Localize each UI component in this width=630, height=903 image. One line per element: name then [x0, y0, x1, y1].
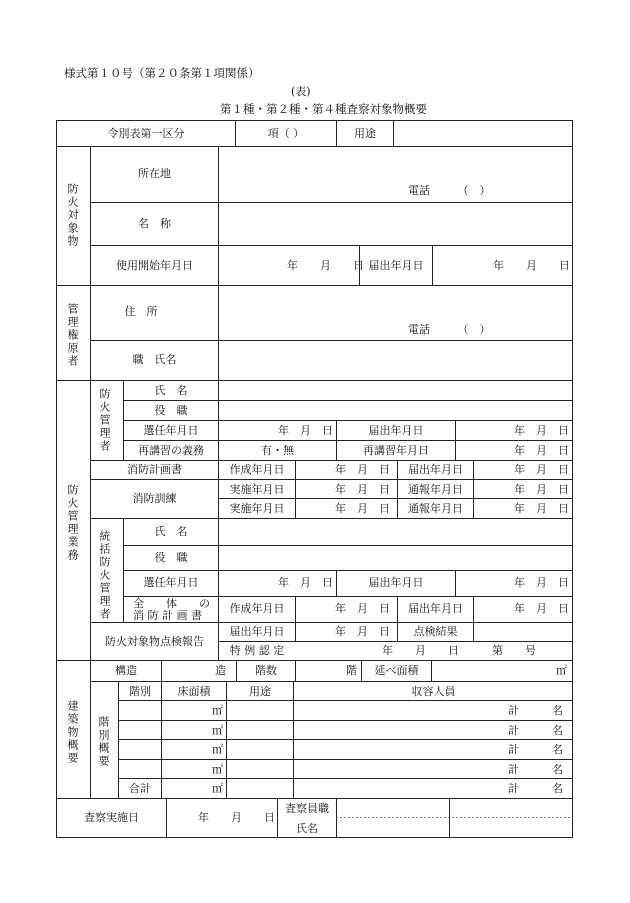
- drill-report-label-1: 通報年月日: [408, 483, 463, 496]
- drill-report-label-2: 通報年月日: [408, 502, 463, 515]
- floors-label: 階数: [255, 664, 277, 677]
- capacity-row4: 計 名: [508, 763, 563, 776]
- area-unit-row4: ㎡: [212, 763, 223, 776]
- manager-appoint-label: 選任年月日: [143, 424, 199, 437]
- gm-name-label: 氏 名: [154, 525, 188, 538]
- inspection-date-value: 年 月 日: [198, 811, 275, 824]
- floor-unit: 階: [346, 664, 357, 677]
- overall-plan-notify-label: 届出年月日: [408, 602, 463, 615]
- drill-exec-label-2: 実施年月日: [229, 502, 285, 515]
- owner-title-name-label: 職 氏名: [132, 353, 177, 366]
- fire-manager-label: 防火管理者: [98, 388, 111, 453]
- capacity-row3: 計 名: [508, 743, 563, 756]
- area-unit-row3: ㎡: [212, 743, 223, 756]
- manager-notify-value: 年 月 日: [514, 424, 569, 437]
- manager-name-label: 氏 名: [154, 384, 188, 397]
- drill-exec-label-1: 実施年月日: [229, 483, 285, 496]
- start-date-label: 使用開始年月日: [116, 259, 193, 272]
- drill-exec-value-1: 年 月 日: [335, 483, 390, 496]
- retrain-date-label: 再講習年月日: [363, 444, 429, 457]
- overall-plan-created-label: 作成年月日: [229, 602, 285, 615]
- floor-summary-label: 階別概要: [97, 716, 110, 768]
- building-section-label: 建築物概要: [66, 700, 79, 765]
- drill-report-value-2: 年 月 日: [514, 502, 569, 515]
- gm-appoint-value: 年 月 日: [278, 576, 333, 589]
- form-number: 様式第１０号（第２０条第１項関係）: [64, 66, 260, 80]
- inspection-notify-value: 年 月 日: [335, 625, 390, 638]
- overall-plan-line1: 全 体 の: [133, 597, 210, 610]
- structure-label: 構造: [115, 664, 137, 677]
- retrain-date-value: 年 月 日: [514, 444, 569, 457]
- inspection-result-label: 点検結果: [413, 625, 458, 638]
- capacity-row1: 計 名: [508, 704, 563, 717]
- retrain-duty-label: 再講習の義務: [138, 444, 204, 457]
- notify-date-label: 届出年月日: [368, 259, 424, 272]
- plan-notify-value: 年 月 日: [514, 463, 569, 476]
- manager-notify-label: 届出年月日: [368, 424, 424, 437]
- category-label: 令別表第一区分: [107, 127, 185, 140]
- gm-notify-label: 届出年月日: [368, 576, 424, 589]
- gm-appoint-label: 選任年月日: [143, 576, 199, 589]
- col-area: 床面積: [177, 685, 211, 698]
- col-capacity: 収容人員: [411, 685, 456, 698]
- inspection-report-label: 防火対象物点検報告: [105, 635, 204, 648]
- col-floor: 階別: [129, 685, 151, 698]
- location-label: 所在地: [138, 167, 171, 180]
- gm-notify-value: 年 月 日: [514, 576, 569, 589]
- col-usage: 用途: [249, 685, 271, 698]
- capacity-total: 計 名: [508, 782, 563, 795]
- overall-plan-line2: 消 防 計 画 書: [133, 609, 202, 622]
- owner-section-label: 管理権原者: [66, 303, 79, 368]
- plan-created-label: 作成年月日: [229, 463, 285, 476]
- capacity-row2: 計 名: [508, 724, 563, 737]
- item-label: 項（ ）: [267, 127, 305, 140]
- manager-post-label: 役 職: [154, 404, 188, 417]
- fire-plan-label: 消防計画書: [127, 463, 182, 476]
- overall-plan-notify-value: 年 月 日: [514, 602, 569, 615]
- inspector-title-label: 査察員職: [285, 802, 329, 815]
- special-cert-value: 年 月 日 第 号: [382, 644, 536, 657]
- total-label: 合計: [129, 782, 151, 795]
- total-area-unit: ㎡: [556, 664, 567, 677]
- inspection-notify-label: 届出年月日: [229, 625, 285, 638]
- drill-exec-value-2: 年 月 日: [335, 502, 390, 515]
- target-phone: 電話 （ ）: [408, 184, 491, 197]
- fire-drill-label: 消防訓練: [132, 492, 177, 505]
- inspector-name-label: 氏名: [296, 822, 318, 835]
- owner-phone: 電話 （ ）: [408, 323, 491, 336]
- side-label: (表): [291, 85, 311, 98]
- owner-address-label: 住 所: [124, 305, 158, 318]
- plan-created-value: 年 月 日: [335, 463, 390, 476]
- plan-notify-label: 届出年月日: [408, 463, 463, 476]
- structure-unit: 造: [215, 664, 226, 677]
- area-unit-row2: ㎡: [212, 724, 223, 737]
- start-date-value: 年 月 日: [287, 259, 364, 272]
- fire-management-section-label: 防火管理業務: [66, 484, 79, 562]
- drill-report-value-1: 年 月 日: [514, 483, 569, 496]
- area-unit-total: ㎡: [212, 782, 223, 795]
- inspection-date-label: 査察実施日: [84, 811, 139, 824]
- area-unit-row1: ㎡: [212, 704, 223, 717]
- general-manager-label: 統括防火管理者: [98, 530, 111, 621]
- total-area-label: 延べ面積: [374, 664, 419, 677]
- manager-appoint-value: 年 月 日: [278, 424, 333, 437]
- overall-plan-created-value: 年 月 日: [335, 602, 390, 615]
- form-title: 第１種・第２種・第４種査察対象物概要: [220, 102, 427, 116]
- target-name-label: 名 称: [138, 217, 171, 230]
- target-section-label: 防火対象物: [66, 183, 79, 248]
- notify-date-value: 年 月 日: [493, 259, 570, 272]
- special-cert-label: 特 例 認 定: [229, 644, 285, 657]
- gm-post-label: 役 職: [154, 551, 188, 564]
- usage-label: 用途: [354, 127, 376, 140]
- retrain-yes-no: 有・無: [261, 444, 294, 457]
